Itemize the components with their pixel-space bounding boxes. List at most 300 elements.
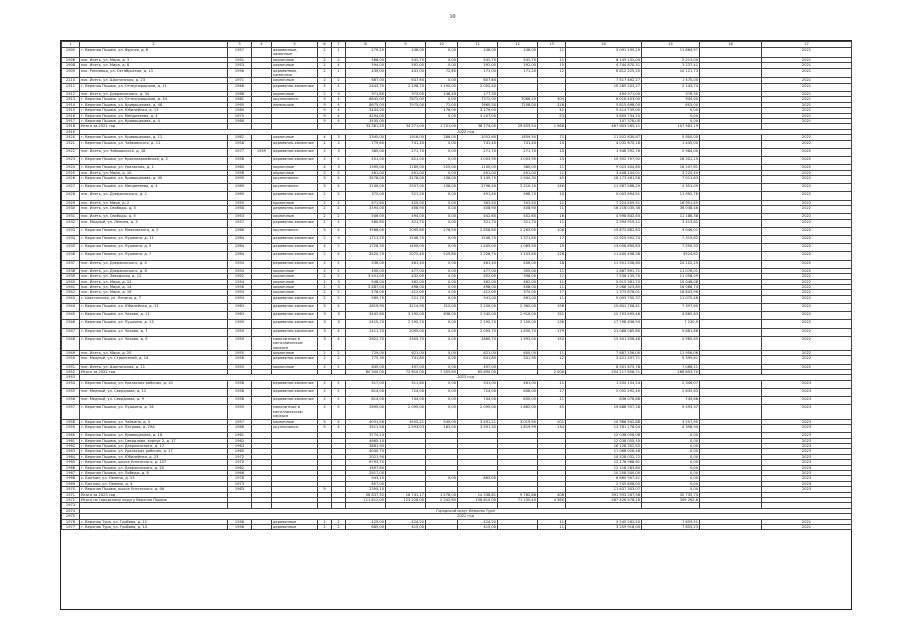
table-cell: 11 637 303,07 [566,487,642,492]
table-cell: деревянно-каменные [272,252,318,260]
table-cell: 4 351,09 [642,184,700,192]
table-cell: 592,00 [458,63,498,68]
table-cell: 0,00 [426,148,458,156]
table-cell: 12 118 283,80 [566,465,642,470]
row-number-cell: 1964 [62,454,80,459]
table-row [62,388,852,396]
table-row [62,303,852,311]
table-cell: 3 487,00 [346,284,386,289]
table-cell: 461,00 [498,380,538,388]
table-cell: 621,00 [458,350,498,355]
address-cell: г. Верхняя Пышма, ул. Кривощекова, д. 40 [80,176,228,184]
table-cell [700,252,762,260]
table-cell: 1986 [228,119,252,124]
table-cell [252,236,272,244]
table-cell: 0,00 [642,449,700,454]
table-cell: 1973 [228,481,252,486]
table-cell: 1 003,90 [498,157,538,165]
table-cell: 9 023 404,85 [566,165,642,170]
table-cell: 2022 [762,252,852,260]
table-cell: 11 [538,380,566,388]
table-cell: 11 [538,219,566,227]
table-cell: 2022 [762,320,852,328]
table-cell: 2095,00 [386,328,426,336]
table-cell: 1965 [228,449,252,454]
table-cell: 7 230,9 [642,320,700,328]
table-cell: 1 968 [538,124,566,129]
row-number-cell: 1950 [62,356,80,364]
table-cell: 3576,00 [346,176,386,184]
table-cell: 2022 [762,356,852,364]
table-cell: 2695,00 [346,405,386,419]
table-cell: 1100,00 [458,165,498,170]
table-cell: 2021,90 [346,454,386,459]
address-cell: пос. Исеть, ул. Шахтинская, д. 23 [80,78,228,83]
table-cell: кирпичные [272,290,318,295]
table-cell: 355,00 [498,268,538,273]
table-cell: 2021 [762,113,852,118]
table-cell: 461,40 [458,260,498,268]
table-cell: 9 782,86 [498,492,538,497]
table-cell: 1 948 592,76 [566,148,642,156]
table-cell: 16 066,74 [642,284,700,289]
table-cell: 3 259 918,00 [566,525,642,530]
table-cell: 2 362,00 [498,303,538,311]
table-cell: 2022 [762,328,852,336]
table-cell: 2022 [762,260,852,268]
table-cell: 279,20 [346,48,386,58]
table-cell: 1956 [228,356,252,364]
table-cell: 0,00 [426,244,458,252]
table-cell: 0,00 [426,274,458,279]
table-row [62,380,852,388]
table-cell: 271,70 [498,148,538,156]
table-cell: 9 881,68 [642,328,700,336]
table-cell: 749,68 [642,397,700,405]
table-cell: 17 [538,388,566,396]
address-cell: пос. Исеть, ул. Шахтинская, д. 21 [80,364,228,369]
row-number-cell: 1912 [62,92,80,97]
column-number-5: 5 [272,42,318,48]
table-row [62,244,852,252]
table-cell: 4 [332,336,346,350]
table-cell: 685,00 [346,525,386,530]
table-cell [700,336,762,350]
row-number-cell: 1925 [62,170,80,175]
table-cell: 2 [318,519,332,524]
table-cell: 1189,00 [386,165,426,170]
row-number-cell: 1951 [62,364,80,369]
column-number-6: 6 [318,42,332,48]
table-cell [252,356,272,364]
table-cell: 126 [538,252,566,260]
table-cell: 940,00 [642,97,700,102]
table-cell: 1963 [228,443,252,448]
table-cell: 2 [332,244,346,252]
table-cell: 3511,58 [346,424,386,432]
table-cell: 32 735,74 [642,492,700,497]
table-cell: 412,00 [386,290,426,295]
address-cell: г. Верхняя Пышма, ул. Огнеупорщиков, д. 34 [80,97,228,102]
row-number-cell: 1940 [62,279,80,284]
table-cell: 1988 [228,92,252,97]
table-cell: кирпичные [272,170,318,175]
table-cell: 201 [538,419,566,424]
table-cell: 1960 [228,165,252,170]
table-cell: 363,40 [458,200,498,205]
table-cell: 7 687 156,00 [566,350,642,355]
table-cell: 12 [538,356,566,364]
table-cell: 1986 [228,424,252,432]
table-cell: 391 953 267,98 [566,492,642,497]
table-cell: 1976 [228,476,252,481]
table-cell: 2 [318,252,332,260]
table-cell: 0,00 [426,290,458,295]
table-cell: 2917,00 [346,470,386,475]
table-cell: 741,80 [386,356,426,364]
table-cell: 1 944,30 [498,176,538,184]
table-cell: 1 278,00 [426,492,458,497]
table-cell: 10 986 942,88 [566,419,642,424]
table-cell: 2 [332,140,346,148]
address-cell: г. Верхняя Пышма, ул. Уральских рабочих, д. 10 [80,380,228,388]
table-cell: 45 [538,176,566,184]
table-cell: 0,00 [642,433,700,438]
table-cell: кирпичные [272,364,318,369]
table-cell: 521,70 [386,295,426,303]
table-cell: 13 056 690,83 [566,244,642,252]
table-cell: 1 204 134,24 [566,380,642,388]
table-cell: 3861,90 [346,443,386,448]
row-number-cell: 2210 [62,78,80,83]
table-cell: 0,00 [426,192,458,200]
row-number-cell: 1976 [62,519,80,524]
table-cell: 1958 [228,170,252,175]
table-cell: 10 [538,148,566,156]
table-cell: 0,00 [426,63,458,68]
table-cell [252,312,272,320]
table-cell: 1 819,99 [498,424,538,432]
table-cell: 2 095,00 [458,405,498,419]
table-cell: 2420,70 [346,252,386,260]
row-number-cell: 1934 [62,236,80,244]
table-cell: 12 178 968,61 [566,460,642,465]
table-cell: 1958 [228,140,252,148]
table-cell: 376,30 [642,92,700,97]
table-cell [252,227,272,235]
address-cell: г. Верхняя Пышма, ул. Дзержинского, д. 20 [80,465,228,470]
table-cell: 0,00 [642,113,700,118]
table-cell: 312,00 [426,303,458,311]
table-cell: 744,00 [386,397,426,405]
table-cell: 462,00 [498,279,538,284]
table-cell: 33 361,50 [346,124,386,129]
table-cell: 468,70 [498,192,538,200]
table-cell: 0,00 [426,364,458,369]
table-cell [252,303,272,311]
table-cell: 442,60 [458,214,498,219]
column-number-13: 13 [538,42,566,48]
table-cell: 1975 [228,113,252,118]
table-cell: 462,00 [386,279,426,284]
table-cell: 3 [332,92,346,97]
table-row [62,356,852,364]
table-cell: 4 [332,63,346,68]
table-cell: 402,60 [498,214,538,219]
table-cell: 2 [318,388,332,396]
address-cell: пос. Исеть, ул. Мира, д. 14 [80,284,228,289]
table-cell: 2021 [762,519,852,524]
row-number-cell: 1905 [62,48,80,58]
address-cell: г. Верхняя Пышма, ул. Свердлова, корпус 2, д. 17 [80,438,228,443]
table-cell: 406 [538,492,566,497]
table-cell: 7068,20 [498,97,538,102]
table-cell: 943,10 [346,476,386,481]
table-cell [498,83,538,91]
table-cell: 1 003,90 [458,157,498,165]
table-cell: 0,00 [426,476,458,481]
table-cell [252,260,272,268]
row-number-cell: 1954 [62,380,80,388]
table-cell: 476,00 [346,290,386,295]
table-cell: 349 262,8 [642,498,700,503]
table-cell: 594,00 [346,63,386,68]
table-cell: 28 301,19 [642,157,700,165]
table-cell: 2395,10 [346,487,386,492]
row-number-cell: 1944 [62,303,80,311]
table-cell: деревянные [272,525,318,530]
table-cell: 2022 [762,135,852,140]
table-cell: 741,40 [458,140,498,148]
table-cell: 3 [318,328,332,336]
row-number-cell: 1948 [62,336,80,350]
table-cell: 2 [318,200,332,205]
table-cell: 11 502 830,87 [566,135,642,140]
row-number-cell: 1915 [62,108,80,113]
table-cell: 1977 [228,148,252,156]
table-cell: 477,00 [386,268,426,273]
table-cell: 2 052 292,40 [566,388,642,396]
column-number-7: 7 [332,42,346,48]
row-number-cell: 1941 [62,284,80,289]
table-cell: 0,00 [426,328,458,336]
row-number-cell: 1922 [62,148,80,156]
table-cell [700,405,762,419]
table-cell: 511,60 [386,380,426,388]
row-number-cell: 1933 [62,227,80,235]
table-cell: 1968 [228,470,252,475]
address-cell: пос. Медный, ул. Ленина, д. 3 [80,219,228,227]
table-cell: 2021 [762,525,852,530]
table-cell: 1963 [228,303,252,311]
table-cell [700,157,762,165]
table-cell [252,192,272,200]
table-cell: кирпичные [272,214,318,219]
table-cell: 4 [332,424,346,432]
table-cell: 0,00 [426,380,458,388]
table-body [62,48,852,530]
table-row [62,206,852,214]
table-cell: 4 [318,244,332,252]
table-cell [700,295,762,303]
table-cell: 1958 [228,68,252,78]
table-cell: 2021 [762,97,852,102]
table-cell [700,83,762,91]
table-cell: 4 [332,328,346,336]
table-cell: 580,60 [346,219,386,227]
row-number-cell: 1931 [62,214,80,219]
table-cell: 2072,40 [386,252,426,260]
table-cell: 11 551 256,85 [566,260,642,268]
table-cell: 236,00 [426,176,458,184]
table-cell: 5 [318,176,332,184]
table-cell: 11 188,38 [642,214,700,219]
table-cell: 1961 [228,433,252,438]
table-cell: 741,40 [386,140,426,148]
table-cell: 5 [318,419,332,424]
table-cell: кирпичные [272,350,318,355]
table-cell: 408,90 [498,206,538,214]
table-cell: 278,50 [426,227,458,235]
table-cell: 600,00 [498,350,538,355]
table-cell: 2 [318,364,332,369]
table-cell: 2023 [762,397,852,405]
row-number-cell: 1908 [62,63,80,68]
table-cell [700,192,762,200]
table-cell: 2021 [762,68,852,78]
table-cell: 19 [538,244,566,252]
table-cell: 645,00 [346,364,386,369]
table-cell [252,219,272,227]
address-cell: с. Балтым, ул. Ленина, д. 4 [80,481,228,486]
table-cell: 2 [332,295,346,303]
table-cell: 2021 [762,108,852,113]
table-cell: 11 [538,350,566,355]
table-cell: 80 500,00 [346,369,386,374]
row-number-cell: 1961 [62,438,80,443]
table-cell: 286,00 [426,135,458,140]
table-cell: 9 [318,424,332,432]
table-cell: 3535,00 [346,119,386,124]
address-cell: пос. Исеть, ул. Мира, д. 10 [80,170,228,175]
table-cell: 1959 [228,320,252,328]
table-cell: 0,00 [426,170,458,175]
table-cell: 16 128 302,55 [566,443,642,448]
table-cell: 3 019,90 [498,419,538,424]
table-cell: 2 [318,356,332,364]
table-cell: 29 459,54 [498,124,538,129]
table-cell: 9 [318,97,332,102]
table-cell: 14 338,81 [458,492,498,497]
table-cell: 1959 [228,405,252,419]
address-cell: г. Верхняя Пышма, ул. Пушкина, д. 7 [80,252,228,260]
table-cell: 3176,00 [386,176,426,184]
table-cell: 1971 [228,78,252,83]
table-cell [700,236,762,244]
table-cell [700,206,762,214]
table-cell: 0,00 [642,465,700,470]
row-number-cell: 1972 [62,498,80,503]
table-cell: 1726,30 [346,244,386,252]
table-cell: 497,00 [386,364,426,369]
table-cell: 9 [318,113,332,118]
table-cell: 2622,70 [346,336,386,350]
table-cell [252,140,272,148]
table-cell: 429,00 [346,519,386,524]
table-cell: 3 192,00 [386,312,426,320]
table-cell: 2 [318,68,332,78]
table-cell: 321,70 [458,219,498,227]
table-cell: 2 [332,200,346,205]
table-cell: 151 [538,312,566,320]
table-cell: 3 413,61 [642,219,700,227]
table-cell: панельные [272,102,318,107]
table-cell [252,157,272,165]
table-cell: 3 [332,148,346,156]
table-row [62,140,852,148]
table-cell: 17 [538,236,566,244]
table-cell: 2 068 323,85 [566,284,642,289]
table-cell: 2 [318,78,332,83]
table-cell: 3740,00 [346,184,386,192]
row-number-cell: 1975 [62,514,80,519]
table-cell: деревянно-каменные [272,236,318,244]
table-cell: 1966 [228,227,252,235]
table-cell: 4 [332,184,346,192]
table-cell: 650,00 [498,397,538,405]
table-cell: 5524,62 [642,252,700,260]
table-cell: 814,00 [346,397,386,405]
table-cell [252,388,272,396]
table-cell: 10 285 203,27 [566,83,642,91]
table-cell: 5 [318,227,332,235]
table-cell: 4294,00 [346,113,386,118]
table-cell: 1963 [228,312,252,320]
row-number-cell: 1955 [62,388,80,396]
table-cell: 0,00 [642,108,700,113]
table-cell: 2022 [762,312,852,320]
table-cell: 592,00 [386,63,426,68]
table-row [62,68,852,78]
table-cell: монолитные в металлическом каркасе [272,336,318,350]
address-cell: пос. Исеть, ул. Свободы, д. 3 [80,206,228,214]
table-cell: 1 371,50 [498,236,538,244]
table-cell: 1962 [228,135,252,140]
table-cell: 0,00 [426,320,458,328]
row-number-cell: 1967 [62,470,80,475]
table-cell: 1711,70 [346,236,386,244]
table-cell: 3 [332,320,346,328]
table-cell: 8793,70 [346,460,386,465]
table-cell: крупнопанел. [272,176,318,184]
table-cell: 4 396,94 [642,424,700,432]
table-cell: 3555,21 [386,419,426,424]
table-cell: 408,00 [498,284,538,289]
address-cell: пос. Медный, ул. Свердлова, д. 12 [80,388,228,396]
section-heading: Городской округ Верхняя Тура [80,508,852,513]
table-cell: 724,00 [386,388,426,396]
table-cell: 303,40 [498,200,538,205]
table-cell: 2 [332,57,346,62]
table-cell: 372,00 [386,92,426,97]
table-cell: 2 002,40 [458,83,498,91]
table-cell [252,295,272,303]
table-cell: деревянно-каменные [272,244,318,252]
table-cell: 2022 [762,214,852,219]
table-cell: 1960 [228,192,252,200]
table-cell: 744,00 [458,397,498,405]
table-cell: 16 [538,214,566,219]
